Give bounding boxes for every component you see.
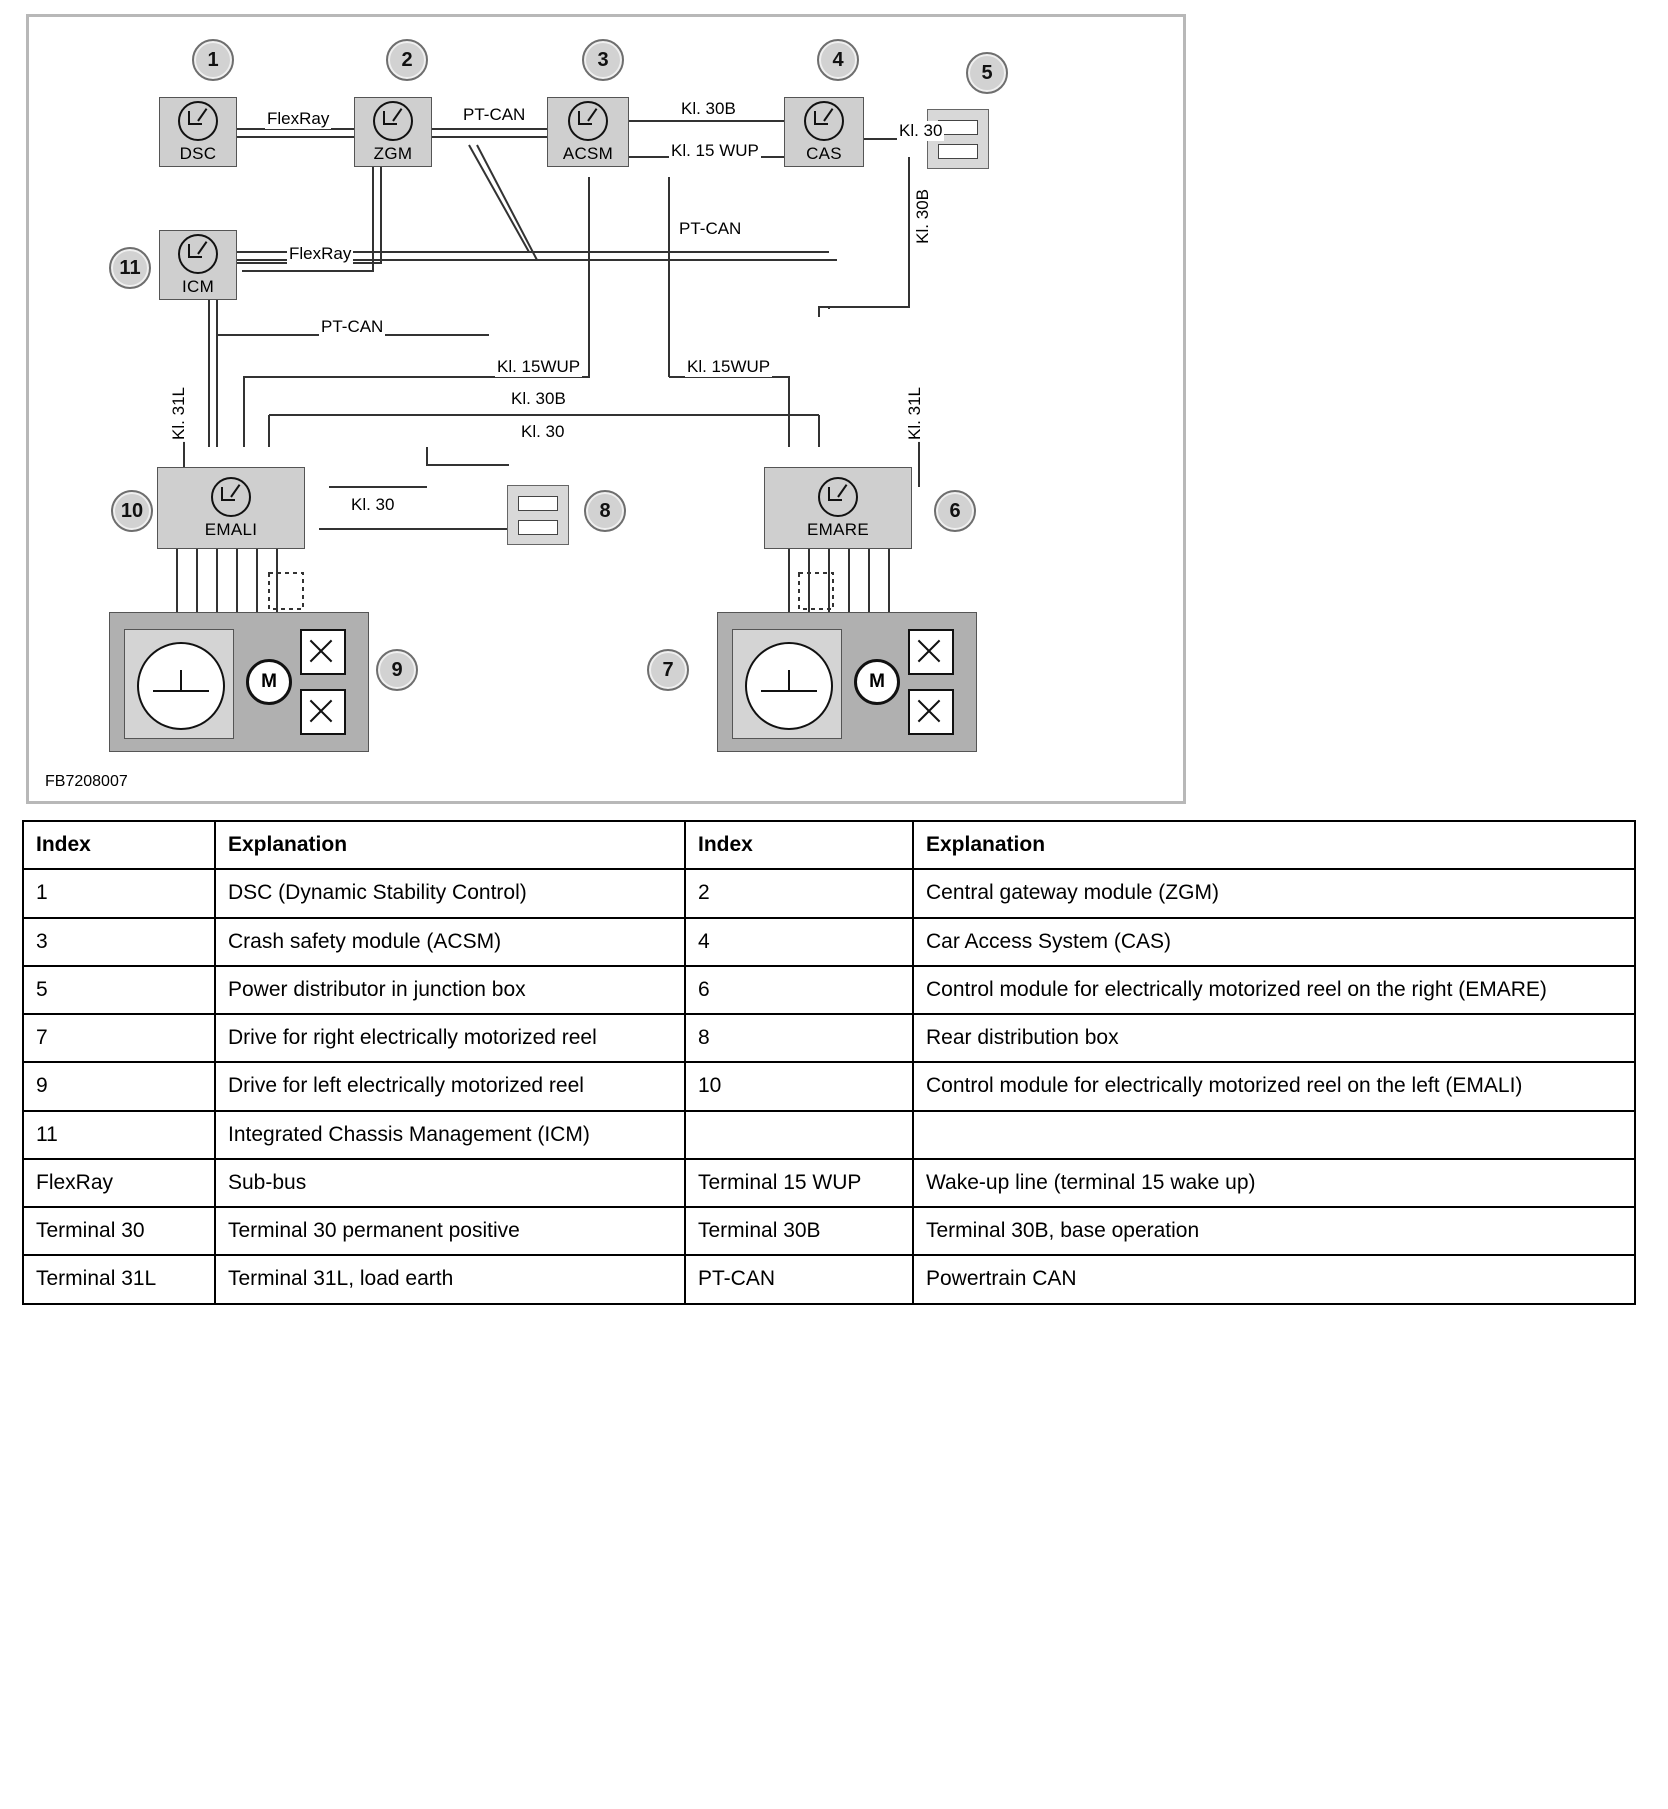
table-header-row xyxy=(23,821,1635,869)
module-label: CAS xyxy=(806,143,842,163)
switch-icon xyxy=(300,629,346,675)
table-row xyxy=(23,1255,1635,1303)
cell-index xyxy=(685,1111,913,1159)
module-symbol-icon xyxy=(178,101,218,141)
bus-label-ptcan-2: PT-CAN xyxy=(679,219,742,238)
table-row xyxy=(23,918,1635,966)
reel-icon xyxy=(137,642,225,730)
module-dsc xyxy=(159,97,237,167)
cell-explanation: Control module for electrically motorized reel on the left (EMALI) xyxy=(913,1062,1635,1110)
module-emare xyxy=(764,467,912,549)
cell-index: 3 xyxy=(23,918,215,966)
cell-index: 6 xyxy=(685,966,913,1014)
header-explanation-2: Explanation xyxy=(913,821,1635,869)
cell-explanation: Crash safety module (ACSM) xyxy=(215,918,685,966)
bus-label-ptcan-3: PT-CAN xyxy=(321,317,384,336)
module-label: EMALI xyxy=(204,519,258,539)
cell-index: Terminal 31L xyxy=(23,1255,215,1303)
cell-index: 4 xyxy=(685,918,913,966)
index-marker-3: 3 xyxy=(582,39,624,81)
drive-left-reel xyxy=(109,612,369,752)
fuse-icon xyxy=(518,496,558,511)
switch-icon xyxy=(908,629,954,675)
cell-explanation: DSC (Dynamic Stability Control) xyxy=(215,869,685,917)
table-row xyxy=(23,966,1635,1014)
bus-label-kl31l-left: Kl. 31L xyxy=(169,387,188,440)
bus-label-kl30-2: Kl. 30 xyxy=(521,422,565,441)
cell-index: 1 xyxy=(23,869,215,917)
index-marker-6: 6 xyxy=(934,490,976,532)
table-row xyxy=(23,1014,1635,1062)
cell-index: 9 xyxy=(23,1062,215,1110)
index-marker-5: 5 xyxy=(966,52,1008,94)
legend-table xyxy=(22,820,1636,1305)
cell-explanation xyxy=(913,1111,1635,1159)
index-marker-1: 1 xyxy=(192,39,234,81)
index-marker-10: 10 xyxy=(111,490,153,532)
switch-icon xyxy=(300,689,346,735)
cell-explanation: Powertrain CAN xyxy=(913,1255,1635,1303)
bus-label-kl31l-right: Kl. 31L xyxy=(905,387,924,440)
cell-explanation: Drive for left electrically motorized reel xyxy=(215,1062,685,1110)
cell-explanation: Terminal 30B, base operation xyxy=(913,1207,1635,1255)
wiring-diagram xyxy=(26,14,1186,804)
module-symbol-icon xyxy=(568,101,608,141)
module-symbol-icon xyxy=(373,101,413,141)
cell-index: 11 xyxy=(23,1111,215,1159)
index-marker-4: 4 xyxy=(817,39,859,81)
cell-explanation: Drive for right electrically motorized reel xyxy=(215,1014,685,1062)
cell-explanation: Wake-up line (terminal 15 wake up) xyxy=(913,1159,1635,1207)
cell-index: PT-CAN xyxy=(685,1255,913,1303)
cell-explanation: Terminal 31L, load earth xyxy=(215,1255,685,1303)
index-marker-8: 8 xyxy=(584,490,626,532)
table-row xyxy=(23,1062,1635,1110)
page xyxy=(0,14,1668,1305)
reel-housing xyxy=(124,629,234,739)
bus-label-kl15wup-2: Kl. 15WUP xyxy=(497,357,581,376)
bus-label-kl15wup-1: Kl. 15 WUP xyxy=(671,141,759,160)
cell-index: 8 xyxy=(685,1014,913,1062)
cell-explanation: Control module for electrically motorized reel on the right (EMARE) xyxy=(913,966,1635,1014)
fuse-icon xyxy=(938,144,978,159)
bus-label-ptcan-1: PT-CAN xyxy=(463,105,526,124)
cell-explanation: Power distributor in junction box xyxy=(215,966,685,1014)
module-label: DSC xyxy=(179,143,217,163)
bus-label-kl30b-1: Kl. 30B xyxy=(681,99,736,118)
module-zgm xyxy=(354,97,432,167)
module-emali xyxy=(157,467,305,549)
bus-label-kl15wup-3: Kl. 15WUP xyxy=(687,357,771,376)
module-symbol-icon xyxy=(818,477,858,517)
header-explanation-1: Explanation xyxy=(215,821,685,869)
module-cas xyxy=(784,97,864,167)
switch-icon xyxy=(908,689,954,735)
cell-index: 5 xyxy=(23,966,215,1014)
index-marker-2: 2 xyxy=(386,39,428,81)
cell-index: FlexRay xyxy=(23,1159,215,1207)
cell-explanation: Sub-bus xyxy=(215,1159,685,1207)
module-symbol-icon xyxy=(804,101,844,141)
fuse-icon xyxy=(518,520,558,535)
cell-explanation: Terminal 30 permanent positive xyxy=(215,1207,685,1255)
module-acsm xyxy=(547,97,629,167)
drive-right-reel xyxy=(717,612,977,752)
bus-label-flexray-2: FlexRay xyxy=(289,244,352,263)
figure-code: FB7208007 xyxy=(45,773,128,790)
motor-icon: M xyxy=(246,659,292,705)
bus-label-kl30-1: Kl. 30 xyxy=(899,121,943,140)
cell-index: 10 xyxy=(685,1062,913,1110)
module-label: EMARE xyxy=(807,519,869,539)
cell-index: 2 xyxy=(685,869,913,917)
cell-index: Terminal 30 xyxy=(23,1207,215,1255)
module-label: ACSM xyxy=(562,143,614,163)
header-index-2: Index xyxy=(685,821,913,869)
cell-index: 7 xyxy=(23,1014,215,1062)
table-row xyxy=(23,1159,1635,1207)
reel-housing xyxy=(732,629,842,739)
table-row xyxy=(23,869,1635,917)
module-icm xyxy=(159,230,237,300)
bus-label-kl30-3: Kl. 30 xyxy=(351,495,395,514)
cell-explanation: Central gateway module (ZGM) xyxy=(913,869,1635,917)
index-marker-11: 11 xyxy=(109,247,151,289)
module-label: ICM xyxy=(181,276,215,296)
cell-explanation: Car Access System (CAS) xyxy=(913,918,1635,966)
table-row xyxy=(23,1207,1635,1255)
cell-index: Terminal 15 WUP xyxy=(685,1159,913,1207)
module-symbol-icon xyxy=(178,234,218,274)
reel-icon xyxy=(745,642,833,730)
table-row xyxy=(23,1111,1635,1159)
diagram-canvas xyxy=(29,17,1183,801)
cell-explanation: Rear distribution box xyxy=(913,1014,1635,1062)
motor-icon: M xyxy=(854,659,900,705)
cell-index: Terminal 30B xyxy=(685,1207,913,1255)
module-label: ZGM xyxy=(373,143,413,163)
index-marker-7: 7 xyxy=(647,649,689,691)
cell-explanation: Integrated Chassis Management (ICM) xyxy=(215,1111,685,1159)
bus-label-flexray-1: FlexRay xyxy=(267,109,330,128)
bus-label-kl30b-2: Kl. 30B xyxy=(511,389,566,408)
rear-distribution-box xyxy=(507,485,569,545)
module-symbol-icon xyxy=(211,477,251,517)
index-marker-9: 9 xyxy=(376,649,418,691)
header-index-1: Index xyxy=(23,821,215,869)
bus-label-kl30b-vertical: Kl. 30B xyxy=(913,189,932,244)
